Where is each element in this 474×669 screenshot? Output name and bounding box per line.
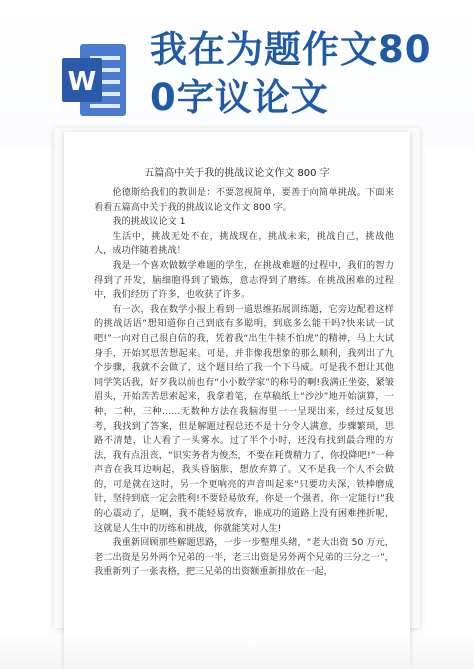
document-title: 五篇高中关于我的挑战议论文作文 800 字 [144,168,330,179]
title-line-2: 0字议论文 [150,76,329,119]
svg-text:W: W [67,67,97,97]
paragraph: 有一次，我在数学小报上看到一道思维拓展训练题，它旁边配着这样的挑战话语“想知道你自己到底有多聪明，到底多么能干吗?快来试一试吧!”一向对自己很自信的我，凭着我“出生牛犊不怕虎”的精神，马上大试身手，开始冥思苦想起来。可是，并非像我想象的那么顺利，我列出了九个步骤，我就不会做了，这个题目给了我一个下马威。可是我不想让其他同学笑话我，好歹我以前也有“小小数学家”的称号的啊!我满正坐姿，紧皱眉头，开始苦苦思索起来，我拿着笔，在草稿纸上“沙沙”地开始演算，一种，二种，三种……无数种方法在我脑海里一一呈现出来，经过反复思考，我找到了答案，但是解题过程总还不是十分令人满意，步骤繁琐，思路不清楚，让人看了一头雾水。过了半个小时，还没有找到最合理的方法，我有点沮丧，“识实务者为俊杰，不要在耗费精力了，你投降吧!”一种声音在我耳边响起，我头昏脑胀，想放弃算了。又不是我一个人不会做的，可是就在这时，另一个更响亮的声音叫起来“只要功夫深，铁棒磨成针，坚持到底一定会胜利!不要轻易放弃，你是一个强者，你一定能行!”我的心震动了，是啊，我不能轻易放弃，谁成功的道路上没有困难挫折呢，这就是人生中的历练和挑战，你就能笑对人生! [94,303,394,534]
paragraph: 我重新回顾那些解题思路，一步一步整理头绪，“老大出资 50 万元，老二出资是另外两个兄弟的一半，老三出资是另外两个兄弟的三分之一”，我重新列了一张表格，把三兄弟的出资额重新排放在一起， [94,537,394,578]
paragraph: 我是一个喜欢做数学难题的学生，在挑战难题的过程中，我们的智力得到了开发，脑细胞得到了锻炼，意志得到了磨练。在挑战困难的过程中，我们经历了许多，也收获了许多。 [94,259,394,301]
paragraph: 伦德斯给我们的教训是：不要忽视简单，要善于向简单挑战。下面来看看五篇高中关于我的挑战议论文作文 800 字。 [94,187,394,213]
section-heading: 我的挑战议论文 1 [112,216,186,228]
bottom-fade [0,629,474,669]
title-line-1: 我在为题作文80 [150,28,432,71]
document-body [94,186,394,580]
word-icon [60,40,130,120]
document-page [64,132,410,669]
paragraph: 生活中，挑战无处不在，挑战现在，挑战未来，挑战自己，挑战他人，成功伴随着挑战！ [94,230,394,257]
page-title [150,26,450,122]
